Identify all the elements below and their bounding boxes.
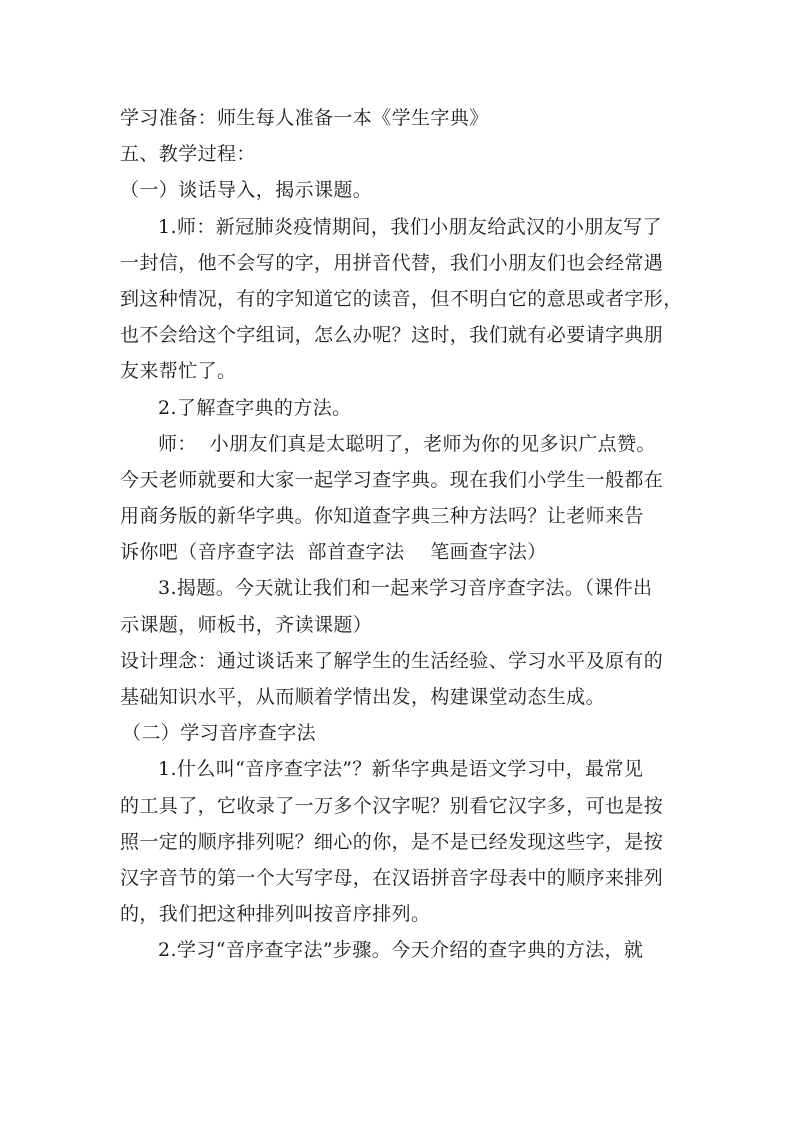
- section-heading-5: 五、教学过程：: [120, 143, 256, 166]
- document-body: [120, 100, 683, 969]
- paragraph-line: 的工具了，它收录了一万多个汉字呢？别看它汉字多，可也是按: [120, 794, 664, 817]
- paragraph-line: 2.了解查字典的方法。: [158, 396, 352, 419]
- paragraph-line: 今天老师就要和大家一起学习查字典。现在我们小学生一般都在: [120, 468, 664, 491]
- design-concept-line: 设计理念：通过谈话来了解学生的生活经验、学习水平及原有的: [120, 649, 664, 672]
- paragraph-line: 照一定的顺序排列呢？细心的你，是不是已经发现这些字，是按: [120, 830, 664, 853]
- paragraph-line: 友来帮忙了。: [120, 360, 237, 383]
- subsection-heading-2: （二）学习音序查字法: [122, 722, 317, 745]
- paragraph-line: 诉你吧（音序查字法 部首查字法 笔画查字法）: [120, 541, 547, 564]
- design-concept-line: 基础知识水平，从而顺着学情出发，构建课堂动态生成。: [120, 686, 606, 708]
- paragraph-line: 到这种情况，有的字知道它的读音，但不明白它的意思或者字形，: [120, 287, 683, 310]
- subsection-heading-1: （一）谈话导入，揭示课题。: [120, 179, 373, 202]
- paragraph-line: 汉字音节的第一个大写字母，在汉语拼音字母表中的顺序来排列: [120, 866, 664, 889]
- paragraph-line: 用商务版的新华字典。你知道查字典三种方法吗？让老师来告: [120, 505, 644, 528]
- paragraph-line: 3.揭题。今天就让我们和一起来学习音序查字法。（课件出: [158, 577, 653, 600]
- paragraph-line: 一封信，他不会写的字，用拼音代替，我们小朋友们也会经常遇: [120, 251, 664, 274]
- paragraph-line: 的，我们把这种排列叫按音序排列。: [120, 903, 431, 926]
- paragraph-line: 师： 小朋友们真是太聪明了，老师为你的见多识广点赞。: [158, 432, 656, 455]
- paragraph-line: 1.师：新冠肺炎疫情期间，我们小朋友给武汉的小朋友写了: [158, 215, 662, 238]
- paragraph-line: 示课题，师板书，齐读课题）: [120, 613, 373, 636]
- paragraph-line: 1.什么叫“音序查字法”？新华字典是语文学习中，最常见: [158, 758, 644, 781]
- prep-line: 学习准备：师生每人准备一本《学生字典》: [120, 107, 489, 129]
- paragraph-line: 也不会给这个字组词，怎么办呢？这时，我们就有必要请字典朋: [120, 324, 664, 347]
- paragraph-line: 2.学习“音序查字法”步骤。今天介绍的查字典的方法，就: [158, 939, 644, 962]
